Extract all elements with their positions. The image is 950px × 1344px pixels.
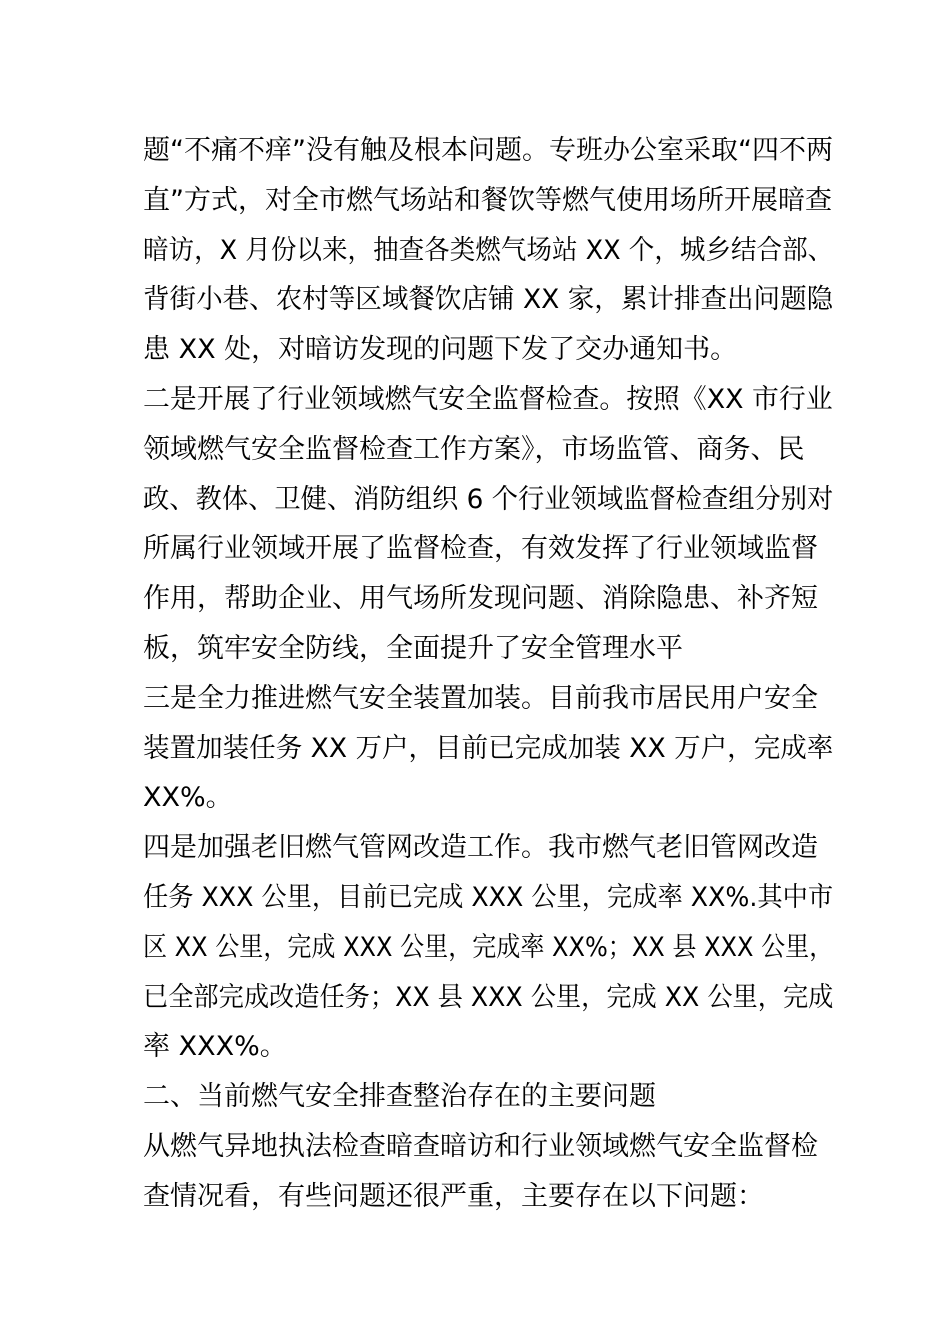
text-line: 装置加装任务 XX 万户，目前已完成加装 XX 万户，完成率 (143, 732, 834, 764)
text-line: 区 XX 公里，完成 XXX 公里，完成率 XX%；XX 县 XXX 公里， (143, 931, 834, 963)
text-line: 暗访，X 月份以来，抽查各类燃气场站 XX 个，城乡结合部、 (143, 234, 834, 266)
text-line: 题“不痛不痒”没有触及根本问题。专班办公室采取“四不两 (143, 135, 833, 166)
document-body (143, 126, 834, 1222)
text-line: 查情况看，有些问题还很严重，主要存在以下问题： (143, 1180, 764, 1212)
section-heading: 二、当前燃气安全排查整治存在的主要问题 (143, 1081, 656, 1113)
text-line: 领域燃气安全监督检查工作方案》，市场监管、商务、民 (143, 433, 805, 465)
text-line: 患 XX 处，对暗访发现的问题下发了交办通知书。 (143, 334, 738, 366)
text-line: 所属行业领域开展了监督检查，有效发挥了行业领域监督 (143, 533, 818, 565)
text-line: 任务 XXX 公里，目前已完成 XXX 公里，完成率 XX%.其中市 (143, 881, 834, 913)
text-line: 板，筑牢安全防线，全面提升了安全管理水平 (143, 632, 683, 664)
paragraph-start-line: 从燃气异地执法检查暗查暗访和行业领域燃气安全监督检 (143, 1130, 818, 1162)
paragraph-start-line: 四是加强老旧燃气管网改造工作。我市燃气老旧管网改造 (143, 832, 818, 864)
paragraph-start-line: 三是全力推进燃气安全装置加装。目前我市居民用户安全 (143, 682, 818, 714)
text-line: 率 XXX%。 (143, 1031, 287, 1063)
text-line: 背街小巷、农村等区域餐饮店铺 XX 家，累计排查出问题隐 (143, 284, 834, 316)
paragraph-start-line: 二是开展了行业领域燃气安全监督检查。按照《XX 市行业 (143, 383, 833, 415)
text-line: XX%。 (143, 782, 233, 814)
text-line: 已全部完成改造任务；XX 县 XXX 公里，完成 XX 公里，完成 (143, 981, 834, 1013)
text-line: 直”方式，对全市燃气场站和餐饮等燃气使用场所开展暗查 (143, 184, 832, 216)
text-line: 作用，帮助企业、用气场所发现问题、消除隐患、补齐短 (143, 583, 818, 615)
text-line: 政、教体、卫健、消防组织 6 个行业领域监督检查组分别对 (143, 483, 834, 515)
